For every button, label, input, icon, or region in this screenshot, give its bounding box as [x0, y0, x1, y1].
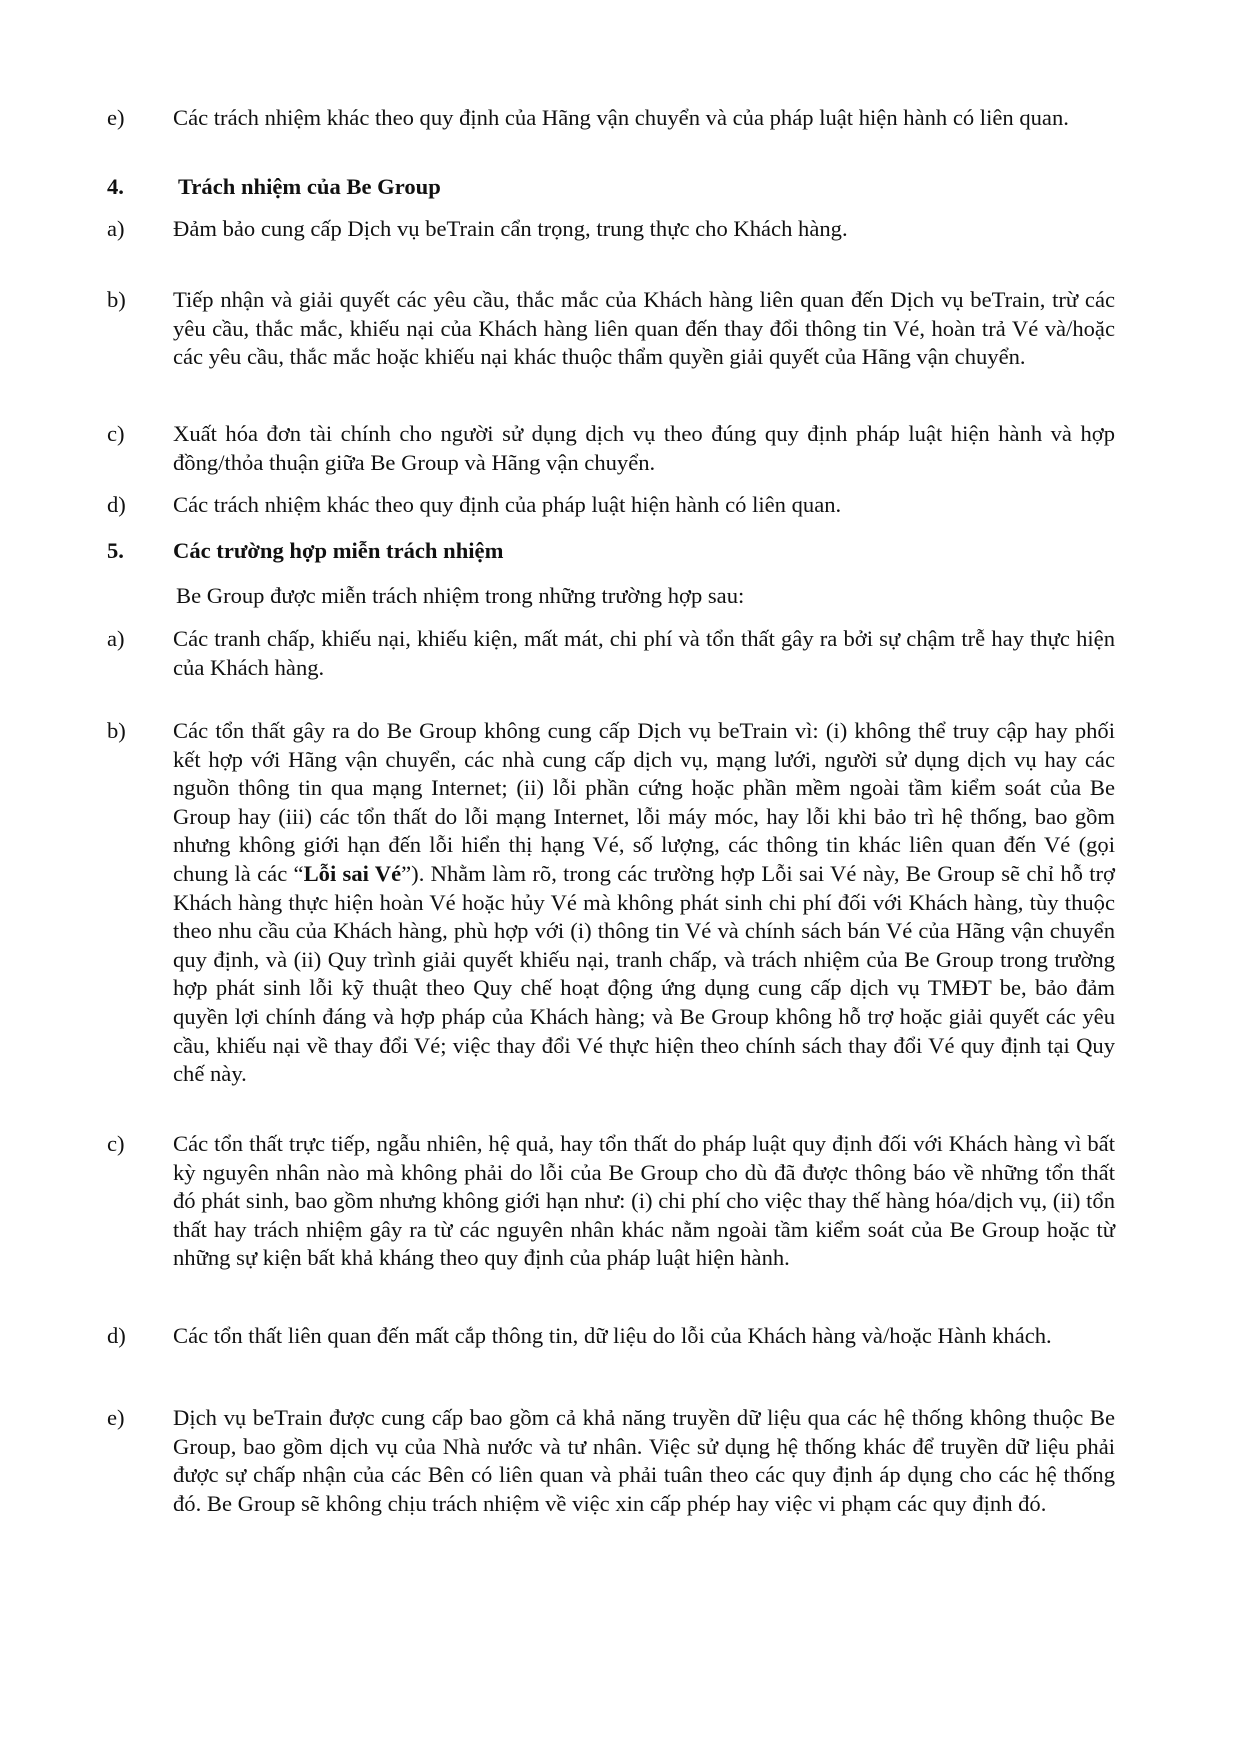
item-label: a): [107, 626, 125, 651]
item-label: d): [107, 492, 126, 517]
item-text: Các trách nhiệm khác theo quy định của pháp luật hiện hành có liên quan.: [173, 492, 842, 517]
item-label: c): [107, 1131, 125, 1156]
defined-term-loi-sai-ve: Lỗi sai Vé: [303, 860, 402, 886]
section-5-intro: Be Group được miễn trách nhiệm trong những trường hợp sau:: [176, 583, 745, 608]
item-label: d): [107, 1323, 126, 1348]
item-text: Dịch vụ beTrain được cung cấp bao gồm cả khả năng truyền dữ liệu qua các hệ thống không thuộc Be Group, bao gồm dịch vụ của Nhà nước và tư nhân. Việc sử dụng hệ thống khác để truyền dữ liệu phải được sự chấp nhận của các Bên có liên quan và phải tuân theo các quy định áp dụng cho các hệ thống đó. Be Group sẽ không chịu trách nhiệm về việc xin cấp phép hay việc vi phạm các quy định đó.: [173, 1405, 1115, 1516]
item-text: Đảm bảo cung cấp Dịch vụ beTrain cẩn trọng, trung thực cho Khách hàng.: [173, 216, 848, 241]
section-number: 5.: [107, 538, 124, 563]
item-label: c): [107, 421, 125, 446]
item-text: [173, 717, 1115, 1089]
item-text-part: ”). Nhằm làm rõ, trong các trường hợp Lỗi sai Vé này, Be Group sẽ chỉ hỗ trợ Khách hàng thực hiện hoàn Vé hoặc hủy Vé mà không phát sinh chi phí đối với Khách hàng, tùy thuộc theo nhu cầu của Khách hàng, phù hợp với (i) thông tin Vé và chính sách bán Vé của Hãng vận chuyển quy định, và (ii) Quy trình giải quyết khiếu nại, tranh chấp, và trách nhiệm của Be Group trong trường hợp phát sinh lỗi kỹ thuật theo Quy chế hoạt động ứng dụng cung cấp dịch vụ TMĐT be, bảo đảm quyền lợi chính đáng và hợp pháp của Khách hàng; và Be Group không hỗ trợ hoặc giải quyết các yêu cầu, khiếu nại về thay đổi Vé; việc thay đổi Vé thực hiện theo chính sách thay đổi Vé quy định tại Quy chế này.: [173, 860, 1115, 1087]
item-text: Các trách nhiệm khác theo quy định của Hãng vận chuyển và của pháp luật hiện hành có liên quan.: [173, 105, 1069, 130]
section-number: 4.: [107, 174, 124, 199]
item-label: e): [107, 105, 125, 130]
item-label: b): [107, 287, 126, 312]
item-text: Xuất hóa đơn tài chính cho người sử dụng dịch vụ theo đúng quy định pháp luật hiện hành và hợp đồng/thỏa thuận giữa Be Group và Hãng vận chuyển.: [173, 421, 1115, 475]
item-text: Các tranh chấp, khiếu nại, khiếu kiện, mất mát, chi phí và tổn thất gây ra bởi sự chậm trễ hay thực hiện của Khách hàng.: [173, 626, 1115, 680]
section-title: Các trường hợp miễn trách nhiệm: [173, 538, 504, 563]
item-label: b): [107, 718, 126, 743]
item-text: Tiếp nhận và giải quyết các yêu cầu, thắc mắc của Khách hàng liên quan đến Dịch vụ beTrain, trừ các yêu cầu, thắc mắc, khiếu nại của Khách hàng liên quan đến thay đổi thông tin Vé, hoàn trả Vé và/hoặc các yêu cầu, thắc mắc hoặc khiếu nại khác thuộc thẩm quyền giải quyết của Hãng vận chuyển.: [173, 287, 1115, 370]
item-label: e): [107, 1405, 125, 1430]
item-text-part: Các tổn thất gây ra do Be Group không cung cấp Dịch vụ beTrain vì: (i) không thể truy cập hay phối kết hợp với Hãng vận chuyển, các nhà cung cấp dịch vụ, mạng lưới, người sử dụng dịch vụ hay các nguồn thông tin qua mạng Internet; (ii) lỗi phần cứng hoặc phần mềm ngoài tầm kiểm soát của Be Group hay (iii) các tổn thất do lỗi mạng Internet, lỗi máy móc, hay lỗi khi bảo trì hệ thống, bao gồm nhưng không giới hạn đến lỗi hiển thị hạng Vé, số lượng, các thông tin khác liên quan đến Vé (gọi chung là các “: [173, 718, 1115, 886]
section-title: Trách nhiệm của Be Group: [178, 174, 441, 199]
item-text: Các tổn thất trực tiếp, ngẫu nhiên, hệ quả, hay tổn thất do pháp luật quy định đối với Khách hàng vì bất kỳ nguyên nhân nào mà không phải do lỗi của Be Group cho dù đã được thông báo về những tổn thất đó phát sinh, bao gồm nhưng không giới hạn như: (i) chi phí cho việc thay thế hàng hóa/dịch vụ, (ii) tổn thất hay trách nhiệm gây ra từ các nguyên nhân khác nằm ngoài tầm kiểm soát của Be Group hoặc từ những sự kiện bất khả kháng theo quy định của pháp luật hiện hành.: [173, 1131, 1115, 1271]
item-text: Các tổn thất liên quan đến mất cắp thông tin, dữ liệu do lỗi của Khách hàng và/hoặc Hành khách.: [173, 1323, 1052, 1348]
item-label: a): [107, 216, 125, 241]
